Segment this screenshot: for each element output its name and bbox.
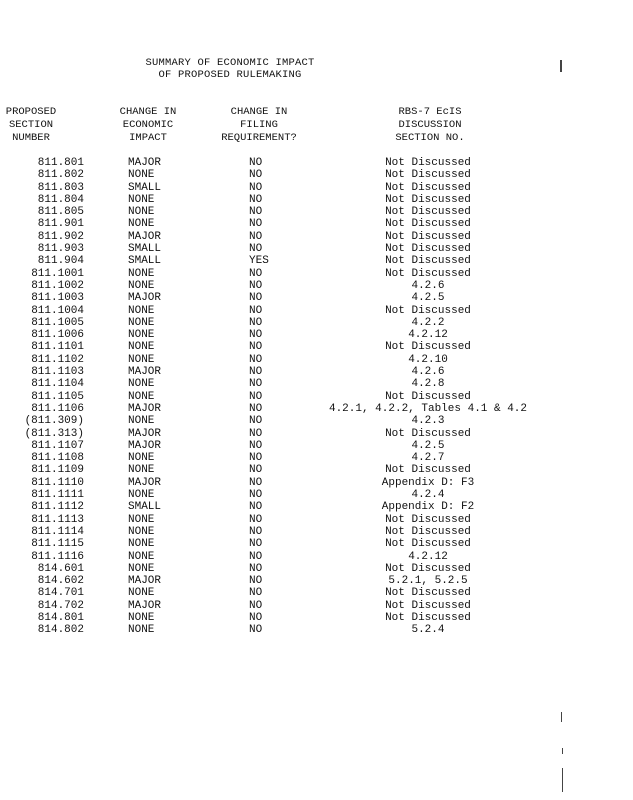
economic-impact-cell: NONE <box>128 538 155 551</box>
table-row <box>0 391 633 403</box>
table-row <box>0 612 633 624</box>
economic-impact-cell: NONE <box>128 525 155 538</box>
economic-impact-cell: MAJOR <box>128 366 162 379</box>
economic-impact-cell: NONE <box>128 193 155 206</box>
discussion-section-cell: Not Discussed <box>385 464 471 477</box>
discussion-section-cell: Not Discussed <box>385 341 471 354</box>
economic-impact-cell: NONE <box>128 562 155 575</box>
section-number-cell: 811.802 <box>37 169 84 182</box>
filing-requirement-cell: NO <box>249 439 263 452</box>
table-row <box>0 280 633 292</box>
table-row <box>0 194 633 206</box>
filing-requirement-cell: NO <box>249 624 263 637</box>
section-number-cell: 811.1101 <box>31 341 84 354</box>
filing-requirement-cell: NO <box>249 489 263 502</box>
discussion-section-cell: 4.2.12 <box>408 550 448 563</box>
economic-impact-cell: MAJOR <box>128 476 162 489</box>
section-number-cell: 811.1103 <box>31 366 84 379</box>
filing-requirement-cell: NO <box>249 587 263 600</box>
table-row <box>0 464 633 476</box>
discussion-section-cell: Not Discussed <box>385 193 471 206</box>
table-row <box>0 551 633 563</box>
filing-requirement-cell: YES <box>249 255 269 268</box>
discussion-section-cell: 4.2.1, 4.2.2, Tables 4.1 & 4.2 <box>328 402 528 415</box>
economic-impact-cell: NONE <box>128 415 155 428</box>
scan-speck <box>561 712 562 722</box>
filing-requirement-cell: NO <box>249 501 263 514</box>
discussion-section-cell: Not Discussed <box>385 304 471 317</box>
table-row <box>0 366 633 378</box>
column-header-filing: CHANGE IN FILING REQUIREMENT? <box>221 106 297 144</box>
filing-requirement-cell: NO <box>249 415 263 428</box>
economic-impact-cell: MAJOR <box>128 599 162 612</box>
column-header-discussion: RBS-7 EcIS DISCUSSION SECTION NO. <box>395 106 465 144</box>
filing-requirement-cell: NO <box>249 476 263 489</box>
economic-impact-cell: MAJOR <box>128 292 162 305</box>
discussion-section-cell: 4.2.5 <box>411 439 445 452</box>
table-row <box>0 378 633 390</box>
discussion-section-cell: Not Discussed <box>385 181 471 194</box>
economic-impact-cell: NONE <box>128 218 155 231</box>
table-row <box>0 317 633 329</box>
economic-impact-cell: NONE <box>128 329 155 342</box>
section-number-cell: 811.1110 <box>31 476 84 489</box>
filing-requirement-cell: NO <box>249 513 263 526</box>
section-number-cell: (811.313) <box>24 427 84 440</box>
scan-speck <box>562 748 563 754</box>
filing-requirement-cell: NO <box>249 378 263 391</box>
table-row <box>0 182 633 194</box>
discussion-section-cell: 4.2.10 <box>408 353 448 366</box>
section-number-cell: 814.602 <box>37 575 84 588</box>
discussion-section-cell: 5.2.1, 5.2.5 <box>388 575 468 588</box>
table-row <box>0 292 633 304</box>
section-number-cell: 811.903 <box>37 243 84 256</box>
section-number-cell: 811.1001 <box>31 267 84 280</box>
filing-requirement-cell: NO <box>249 193 263 206</box>
economic-impact-cell: NONE <box>128 378 155 391</box>
filing-requirement-cell: NO <box>249 329 263 342</box>
section-number-cell: 811.1106 <box>31 402 84 415</box>
scan-speck <box>560 60 562 72</box>
table-row <box>0 452 633 464</box>
discussion-section-cell: 4.2.3 <box>411 415 445 428</box>
filing-requirement-cell: NO <box>249 279 263 292</box>
discussion-section-cell: Not Discussed <box>385 206 471 219</box>
discussion-section-cell: Not Discussed <box>385 513 471 526</box>
section-number-cell: 811.904 <box>37 255 84 268</box>
table-row <box>0 600 633 612</box>
economic-impact-cell: MAJOR <box>128 575 162 588</box>
section-number-cell: 811.1104 <box>31 378 84 391</box>
filing-requirement-cell: NO <box>249 402 263 415</box>
economic-impact-cell: NONE <box>128 267 155 280</box>
table-row <box>0 218 633 230</box>
filing-requirement-cell: NO <box>249 243 263 256</box>
discussion-section-cell: 4.2.7 <box>411 452 445 465</box>
section-number-cell: 811.804 <box>37 193 84 206</box>
table-row <box>0 268 633 280</box>
economic-impact-cell: NONE <box>128 513 155 526</box>
column-header-impact: CHANGE IN ECONOMIC IMPACT <box>119 106 177 144</box>
discussion-section-cell: Not Discussed <box>385 562 471 575</box>
table-row <box>0 563 633 575</box>
economic-impact-cell: NONE <box>128 587 155 600</box>
economic-impact-cell: NONE <box>128 341 155 354</box>
section-number-cell: 811.1115 <box>31 538 84 551</box>
filing-requirement-cell: NO <box>249 292 263 305</box>
table-row <box>0 415 633 427</box>
filing-requirement-cell: NO <box>249 427 263 440</box>
discussion-section-cell: 4.2.2 <box>411 316 445 329</box>
discussion-section-cell: Not Discussed <box>385 587 471 600</box>
economic-impact-cell: SMALL <box>128 243 162 256</box>
economic-impact-cell: MAJOR <box>128 427 162 440</box>
document-title-line-1: SUMMARY OF ECONOMIC IMPACT <box>145 57 315 69</box>
table-row <box>0 489 633 501</box>
filing-requirement-cell: NO <box>249 218 263 231</box>
section-number-cell: 811.1109 <box>31 464 84 477</box>
table-row <box>0 440 633 452</box>
section-number-cell: 814.701 <box>37 587 84 600</box>
table-row <box>0 575 633 587</box>
discussion-section-cell: Appendix D: F3 <box>381 476 475 489</box>
section-number-cell: 814.601 <box>37 562 84 575</box>
economic-impact-cell: MAJOR <box>128 230 162 243</box>
filing-requirement-cell: NO <box>249 366 263 379</box>
discussion-section-cell: 4.2.6 <box>411 366 445 379</box>
table-row <box>0 428 633 440</box>
economic-impact-cell: NONE <box>128 452 155 465</box>
economic-impact-cell: NONE <box>128 206 155 219</box>
filing-requirement-cell: NO <box>249 452 263 465</box>
table-row <box>0 329 633 341</box>
discussion-section-cell: Not Discussed <box>385 243 471 256</box>
filing-requirement-cell: NO <box>249 562 263 575</box>
section-number-cell: 814.801 <box>37 611 84 624</box>
economic-impact-cell: NONE <box>128 489 155 502</box>
section-number-cell: 811.1105 <box>31 390 84 403</box>
table-row <box>0 231 633 243</box>
table-row <box>0 169 633 181</box>
section-number-cell: 811.1102 <box>31 353 84 366</box>
economic-impact-cell: MAJOR <box>128 402 162 415</box>
economic-impact-cell: NONE <box>128 390 155 403</box>
economic-impact-cell: NONE <box>128 550 155 563</box>
section-number-cell: 811.803 <box>37 181 84 194</box>
discussion-section-cell: Not Discussed <box>385 599 471 612</box>
section-number-cell: 811.1002 <box>31 279 84 292</box>
section-number-cell: 811.1112 <box>31 501 84 514</box>
economic-impact-cell: NONE <box>128 316 155 329</box>
economic-impact-cell: NONE <box>128 304 155 317</box>
section-number-cell: 811.1005 <box>31 316 84 329</box>
filing-requirement-cell: NO <box>249 157 263 169</box>
economic-impact-cell: SMALL <box>128 501 162 514</box>
table-row <box>0 624 633 636</box>
impact-table <box>0 157 633 637</box>
discussion-section-cell: Appendix D: F2 <box>381 501 475 514</box>
section-number-cell: 811.1113 <box>31 513 84 526</box>
section-number-cell: 814.802 <box>37 624 84 637</box>
section-number-cell: 814.702 <box>37 599 84 612</box>
section-number-cell: 811.1107 <box>31 439 84 452</box>
economic-impact-cell: NONE <box>128 353 155 366</box>
table-row <box>0 514 633 526</box>
section-number-cell: 811.801 <box>37 157 84 169</box>
discussion-section-cell: Not Discussed <box>385 255 471 268</box>
economic-impact-cell: SMALL <box>128 255 162 268</box>
filing-requirement-cell: NO <box>249 550 263 563</box>
section-number-cell: (811.309) <box>24 415 84 428</box>
filing-requirement-cell: NO <box>249 525 263 538</box>
table-row <box>0 587 633 599</box>
section-number-cell: 811.1004 <box>31 304 84 317</box>
section-number-cell: 811.1003 <box>31 292 84 305</box>
discussion-section-cell: 4.2.12 <box>408 329 448 342</box>
section-number-cell: 811.805 <box>37 206 84 219</box>
filing-requirement-cell: NO <box>249 464 263 477</box>
filing-requirement-cell: NO <box>249 353 263 366</box>
filing-requirement-cell: NO <box>249 575 263 588</box>
table-row <box>0 501 633 513</box>
discussion-section-cell: Not Discussed <box>385 230 471 243</box>
table-row <box>0 526 633 538</box>
discussion-section-cell: Not Discussed <box>385 611 471 624</box>
section-number-cell: 811.1108 <box>31 452 84 465</box>
economic-impact-cell: NONE <box>128 279 155 292</box>
filing-requirement-cell: NO <box>249 611 263 624</box>
filing-requirement-cell: NO <box>249 206 263 219</box>
economic-impact-cell: NONE <box>128 169 155 182</box>
economic-impact-cell: NONE <box>128 611 155 624</box>
table-row <box>0 341 633 353</box>
filing-requirement-cell: NO <box>249 538 263 551</box>
section-number-cell: 811.1006 <box>31 329 84 342</box>
discussion-section-cell: Not Discussed <box>385 538 471 551</box>
economic-impact-cell: NONE <box>128 464 155 477</box>
column-header-section: PROPOSED SECTION NUMBER <box>5 106 57 144</box>
filing-requirement-cell: NO <box>249 181 263 194</box>
economic-impact-cell: MAJOR <box>128 157 162 169</box>
economic-impact-cell: NONE <box>128 624 155 637</box>
discussion-section-cell: 4.2.8 <box>411 378 445 391</box>
discussion-section-cell: Not Discussed <box>385 218 471 231</box>
discussion-section-cell: 4.2.4 <box>411 489 445 502</box>
filing-requirement-cell: NO <box>249 341 263 354</box>
table-row <box>0 538 633 550</box>
scan-speck <box>562 768 563 792</box>
section-number-cell: 811.902 <box>37 230 84 243</box>
table-row <box>0 206 633 218</box>
discussion-section-cell: 4.2.6 <box>411 279 445 292</box>
filing-requirement-cell: NO <box>249 230 263 243</box>
discussion-section-cell: Not Discussed <box>385 267 471 280</box>
discussion-section-cell: Not Discussed <box>385 390 471 403</box>
section-number-cell: 811.1111 <box>31 489 84 502</box>
discussion-section-cell: Not Discussed <box>385 427 471 440</box>
table-row <box>0 305 633 317</box>
filing-requirement-cell: NO <box>249 169 263 182</box>
discussion-section-cell: Not Discussed <box>385 525 471 538</box>
discussion-section-cell: Not Discussed <box>385 157 471 169</box>
discussion-section-cell: Not Discussed <box>385 169 471 182</box>
discussion-section-cell: 5.2.4 <box>411 624 445 637</box>
section-number-cell: 811.1114 <box>31 525 84 538</box>
document-title-line-2: OF PROPOSED RULEMAKING <box>158 69 302 81</box>
filing-requirement-cell: NO <box>249 304 263 317</box>
table-row <box>0 255 633 267</box>
table-row <box>0 354 633 366</box>
filing-requirement-cell: NO <box>249 316 263 329</box>
section-number-cell: 811.1116 <box>31 550 84 563</box>
table-row <box>0 477 633 489</box>
filing-requirement-cell: NO <box>249 267 263 280</box>
economic-impact-cell: SMALL <box>128 181 162 194</box>
table-row <box>0 157 633 169</box>
table-row <box>0 403 633 415</box>
section-number-cell: 811.901 <box>37 218 84 231</box>
filing-requirement-cell: NO <box>249 390 263 403</box>
table-row <box>0 243 633 255</box>
discussion-section-cell: 4.2.5 <box>411 292 445 305</box>
economic-impact-cell: MAJOR <box>128 439 162 452</box>
filing-requirement-cell: NO <box>249 599 263 612</box>
